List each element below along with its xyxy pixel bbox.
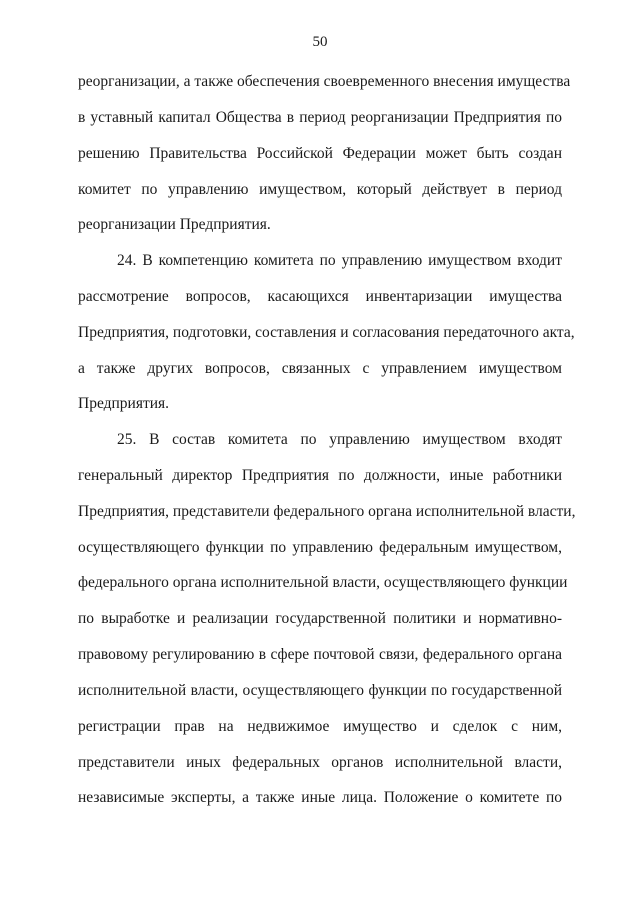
page-number: 50 <box>312 34 328 50</box>
text-line: федерального органа исполнительной власти, осуществляющего функции <box>78 574 568 591</box>
text-line: а также других вопросов, связанных с управлением имуществом <box>78 360 562 377</box>
text-line: реорганизации, а также обеспечения своевременного внесения имущества <box>78 73 571 90</box>
text-line: по выработке и реализации государственной политики и нормативно- <box>78 610 562 627</box>
text-line: представители иных федеральных органов исполнительной власти, <box>78 754 562 771</box>
text-line: в уставный капитал Общества в период реорганизации Предприятия по <box>78 109 562 126</box>
text-line: решению Правительства Российской Федерации может быть создан <box>78 145 562 162</box>
text-line: генеральный директор Предприятия по должности, иные работники <box>78 467 562 484</box>
text-line: 25. В состав комитета по управлению имуществом входят <box>117 431 562 448</box>
text-line: рассмотрение вопросов, касающихся инвентаризации имущества <box>78 288 562 305</box>
text-line: осуществляющего функции по управлению федеральным имуществом, <box>78 539 562 556</box>
text-line: правовому регулированию в сфере почтовой связи, федерального органа <box>78 646 562 663</box>
text-line: исполнительной власти, осуществляющего функции по государственной <box>78 682 562 699</box>
text-line: комитет по управлению имуществом, который действует в период <box>78 181 562 198</box>
text-line: регистрации прав на недвижимое имущество и сделок с ним, <box>78 718 562 735</box>
text-line: Предприятия, представители федерального органа исполнительной власти, <box>78 503 576 520</box>
text-line: реорганизации Предприятия. <box>78 216 271 233</box>
text-line: 24. В компетенцию комитета по управлению имуществом входит <box>117 252 562 269</box>
text-line: Предприятия, подготовки, составления и согласования передаточного акта, <box>78 324 575 341</box>
text-line: независимые эксперты, а также иные лица. Положение о комитете по <box>78 789 562 806</box>
text-line: Предприятия. <box>78 395 170 412</box>
